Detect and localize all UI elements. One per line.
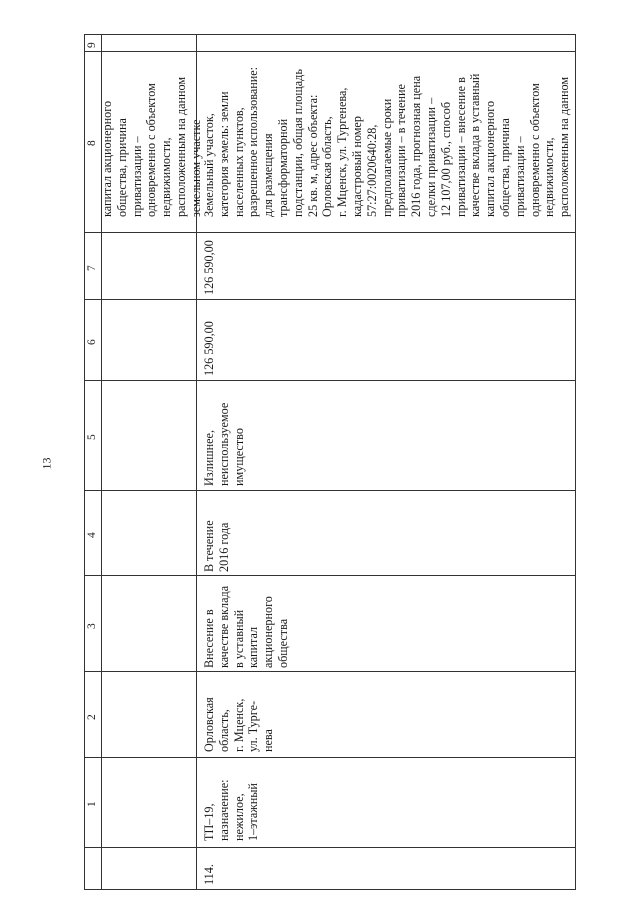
land-plot-description: Земельный участок, категория земель: земли населенных пунктов, разрешенное использование: для размещения трансформаторной подстанции, общая площадь 25 кв. м, адрес объекта: Орловская область, г. Мценск, ул. Тургенева, кадастровый номер 57:27:0020640:28, предполагаемые сроки приватизации – в течение 2016 года, прогнозная цена сделки приватизации – 12 107,00 руб., способ приватизации – внесение в качестве вклада в уставный капитал акционерного общества, причина приватизации – одновременно с объектом недвижимости, расположенным на данном <box>202 66 572 217</box>
col-1-end-divider <box>85 847 575 848</box>
col-num-5: 5 <box>86 434 98 440</box>
object-address: Орловская область, г. Мценск, ул. Турге- нева <box>202 697 276 752</box>
col-5-4-divider <box>85 490 575 491</box>
col-2-1-divider <box>85 757 575 758</box>
col-3-2-divider <box>85 671 575 672</box>
col-9-8-divider <box>85 51 575 52</box>
col-num-4: 4 <box>86 532 98 538</box>
col-6-5-divider <box>85 380 575 381</box>
col-num-6: 6 <box>86 339 98 345</box>
page-number: 13 <box>39 457 54 470</box>
continued-note-text: капитал акционерного общества, причина приватизации – одновременно с объектом недвижимости, расположенным на данном земельном участке <box>100 76 203 217</box>
col-num-2: 2 <box>86 714 98 720</box>
col-num-7: 7 <box>86 265 98 271</box>
privatization-table <box>84 34 576 890</box>
privatization-term: В течение 2016 года <box>202 520 231 572</box>
col-7-6-divider <box>85 299 575 300</box>
value-col8: 126 590,00 <box>202 240 216 295</box>
col-num-8: 8 <box>86 140 98 146</box>
col-num-3: 3 <box>86 623 98 629</box>
privatization-method: Внесение в качестве вклада в уставный капитал акционерного общества <box>202 585 290 668</box>
col-num-1: 1 <box>86 801 98 807</box>
col-4-3-divider <box>85 575 575 576</box>
privatization-reason: Излишнее, неиспользуемое имущество <box>202 402 246 486</box>
object-name: ТП–19, назначение: нежилое, 1–этажный <box>202 779 261 841</box>
row-number: 114. <box>202 864 216 885</box>
col-num-9: 9 <box>86 42 98 48</box>
value-col7: 126 590,00 <box>202 321 216 376</box>
col-8-7-divider <box>85 232 575 233</box>
